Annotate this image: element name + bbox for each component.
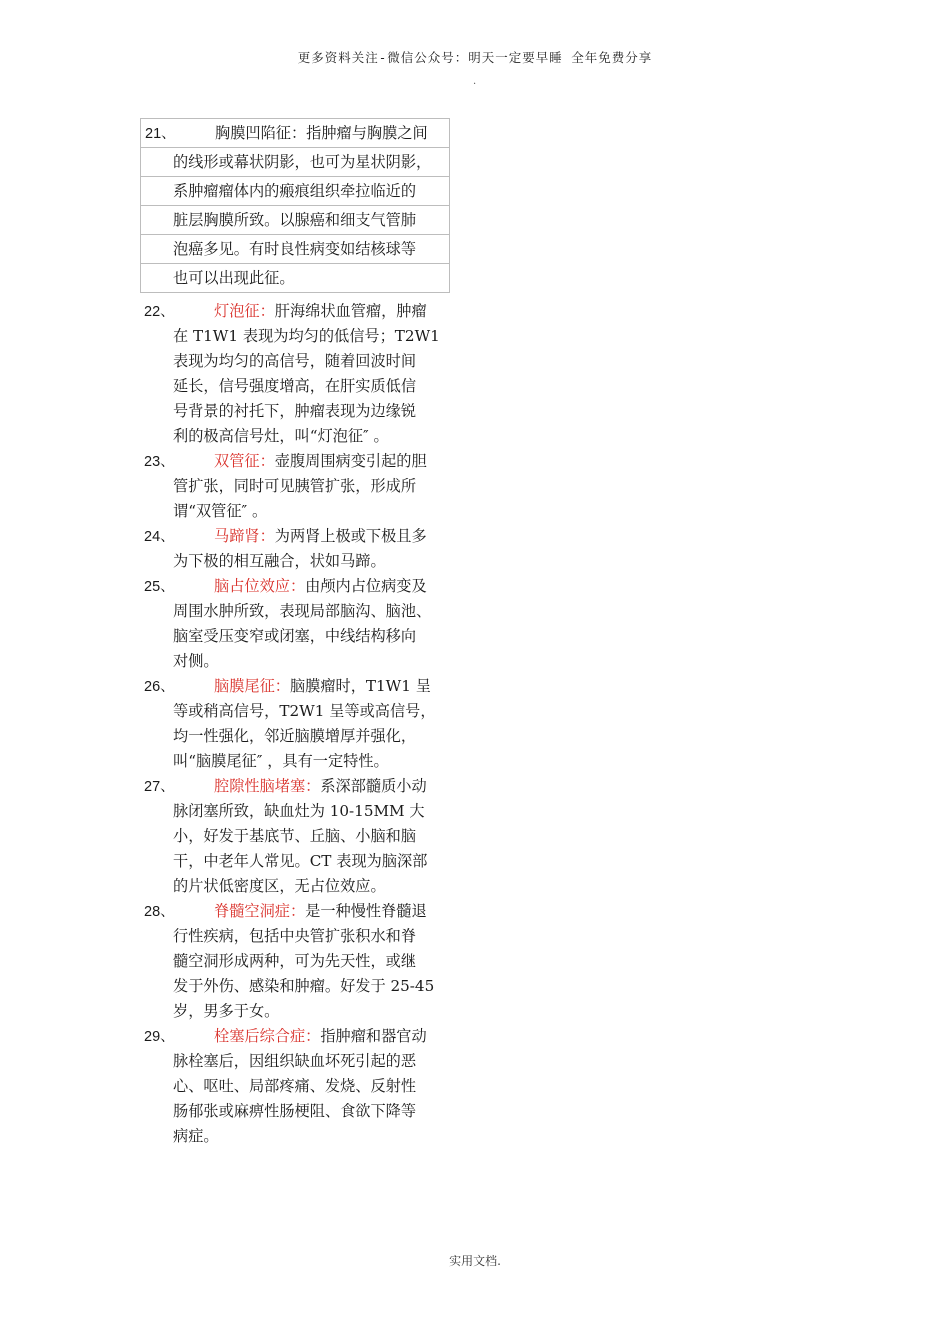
item-21-line-1: 21、 胸膜凹陷征：指肿瘤与胸膜之间 — [141, 119, 449, 148]
definition-first-line — [140, 899, 450, 924]
definition-line: 均一性强化，邻近脑膜增厚并强化， — [173, 727, 416, 745]
item-number: 21、 — [145, 126, 176, 142]
definition-line: 干，中老年人常见。CT 表现为脑深部 — [173, 852, 428, 870]
definition-line: 病症。 — [173, 1127, 219, 1145]
definition-first-line — [140, 774, 450, 799]
definition-line: 脉闭塞所致，缺血灶为 10-15MM 大 — [173, 802, 425, 820]
definition-item — [140, 449, 450, 524]
definition-line: 小，好发于基底节、丘脑、小脑和脑 — [173, 827, 416, 845]
document-body — [140, 118, 450, 1149]
definition-line: 谓“双管征″ 。 — [173, 502, 268, 520]
definition-item — [140, 524, 450, 574]
term-label: 灯泡征： — [214, 302, 275, 320]
definition-item — [140, 299, 450, 449]
page-header: 更多资料关注-微信公众号：明天一定要早睡 全年免费分享 — [297, 50, 653, 65]
item-21-line-4: 脏层胸膜所致。以腺癌和细支气管肺 — [141, 206, 449, 235]
definition-item — [140, 1024, 450, 1149]
definition-line: 脉栓塞后，因组织缺血坏死引起的恶 — [173, 1052, 416, 1070]
item-21 — [140, 118, 450, 293]
term-label: 栓塞后综合症： — [214, 1027, 321, 1045]
item-number: 26、 — [144, 679, 175, 695]
definition-first-line — [140, 449, 450, 474]
definition-first-line — [140, 1024, 450, 1049]
term-label: 腔隙性脑堵塞： — [214, 777, 321, 795]
definition-item — [140, 674, 450, 774]
item-number: 24、 — [144, 529, 175, 545]
definition-line: 岁，男多于女。 — [173, 1002, 280, 1020]
definition-list — [140, 299, 450, 1149]
definition-line: 发于外伤、感染和肿瘤。好发于 25-45 — [173, 977, 435, 995]
item-21-line-2: 的线形或幕状阴影，也可为星状阴影， — [141, 148, 449, 177]
item-number: 29、 — [144, 1029, 175, 1045]
definition-text: 是一种慢性脊髓退 — [305, 902, 427, 920]
definition-line: 表现为均匀的高信号，随着回波时间 — [173, 352, 416, 370]
definition-first-line — [140, 299, 450, 324]
definition-first-line — [140, 524, 450, 549]
term-label: 马蹄肾： — [214, 527, 275, 545]
definition-line: 对侧。 — [173, 652, 219, 670]
definition-text: 由颅内占位病变及 — [305, 577, 427, 595]
definition-text: 肝海绵状血管瘤，肿瘤 — [274, 302, 427, 320]
definition-item — [140, 574, 450, 674]
definition-line: 延长，信号强度增高，在肝实质低信 — [173, 377, 416, 395]
definition-first-line — [140, 574, 450, 599]
term-label: 脑占位效应： — [214, 577, 306, 595]
term-label: 双管征： — [214, 452, 275, 470]
item-21-line-6: 也可以出现此征。 — [141, 264, 449, 293]
definition-line: 髓空洞形成两种，可为先天性，或继 — [173, 952, 416, 970]
definition-line: 等或稍高信号，T2W1 呈等或高信号， — [173, 702, 436, 720]
definition-line: 为下极的相互融合，状如马蹄。 — [173, 552, 386, 570]
definition-line: 的片状低密度区，无占位效应。 — [173, 877, 386, 895]
definition-line: 脑室受压变窄或闭塞，中线结构移向 — [173, 627, 416, 645]
definition-line: 在 T1W1 表现为均匀的低信号；T2W1 — [173, 327, 440, 345]
definition-line: 号背景的衬托下，肿瘤表现为边缘锐 — [173, 402, 416, 420]
definition-first-line — [140, 674, 450, 699]
item-number: 25、 — [144, 579, 175, 595]
definition-line: 周围水肿所致，表现局部脑沟、脑池、 — [173, 602, 432, 620]
definition-item — [140, 899, 450, 1024]
definition-text: 脑膜瘤时，T1W1 呈 — [289, 677, 431, 695]
item-number: 22、 — [144, 304, 175, 320]
definition-item — [140, 774, 450, 899]
item-number: 27、 — [144, 779, 175, 795]
item-number: 23、 — [144, 454, 175, 470]
definition-text: 为两肾上极或下极且多 — [274, 527, 427, 545]
definition-line: 心、呕吐、局部疼痛、发烧、反射性 — [173, 1077, 416, 1095]
item-21-line-3: 系肿瘤瘤体内的瘢痕组织牵拉临近的 — [141, 177, 449, 206]
term-label: 脊髓空洞症： — [214, 902, 306, 920]
definition-line: 叫“脑膜尾征″ ，具有一定特性。 — [173, 752, 389, 770]
page-footer: 实用文档. — [449, 1254, 501, 1268]
item-21-line-5: 泡癌多见。有时良性病变如结核球等 — [141, 235, 449, 264]
term-label: 脑膜尾征： — [214, 677, 290, 695]
definition-line: 行性疾病，包括中央管扩张积水和脊 — [173, 927, 416, 945]
definition-line: 肠郁张或麻痹性肠梗阻、食欲下降等 — [173, 1102, 416, 1120]
header-dot: . — [473, 76, 477, 87]
definition-text: 指肿瘤和器官动 — [320, 1027, 427, 1045]
definition-text: 系深部髓质小动 — [320, 777, 427, 795]
definition-line: 管扩张，同时可见胰管扩张，形成所 — [173, 477, 416, 495]
definition-line: 利的极高信号灶，叫“灯泡征″ 。 — [173, 427, 389, 445]
definition-text: 壶腹周围病变引起的胆 — [274, 452, 427, 470]
item-number: 28、 — [144, 904, 175, 920]
